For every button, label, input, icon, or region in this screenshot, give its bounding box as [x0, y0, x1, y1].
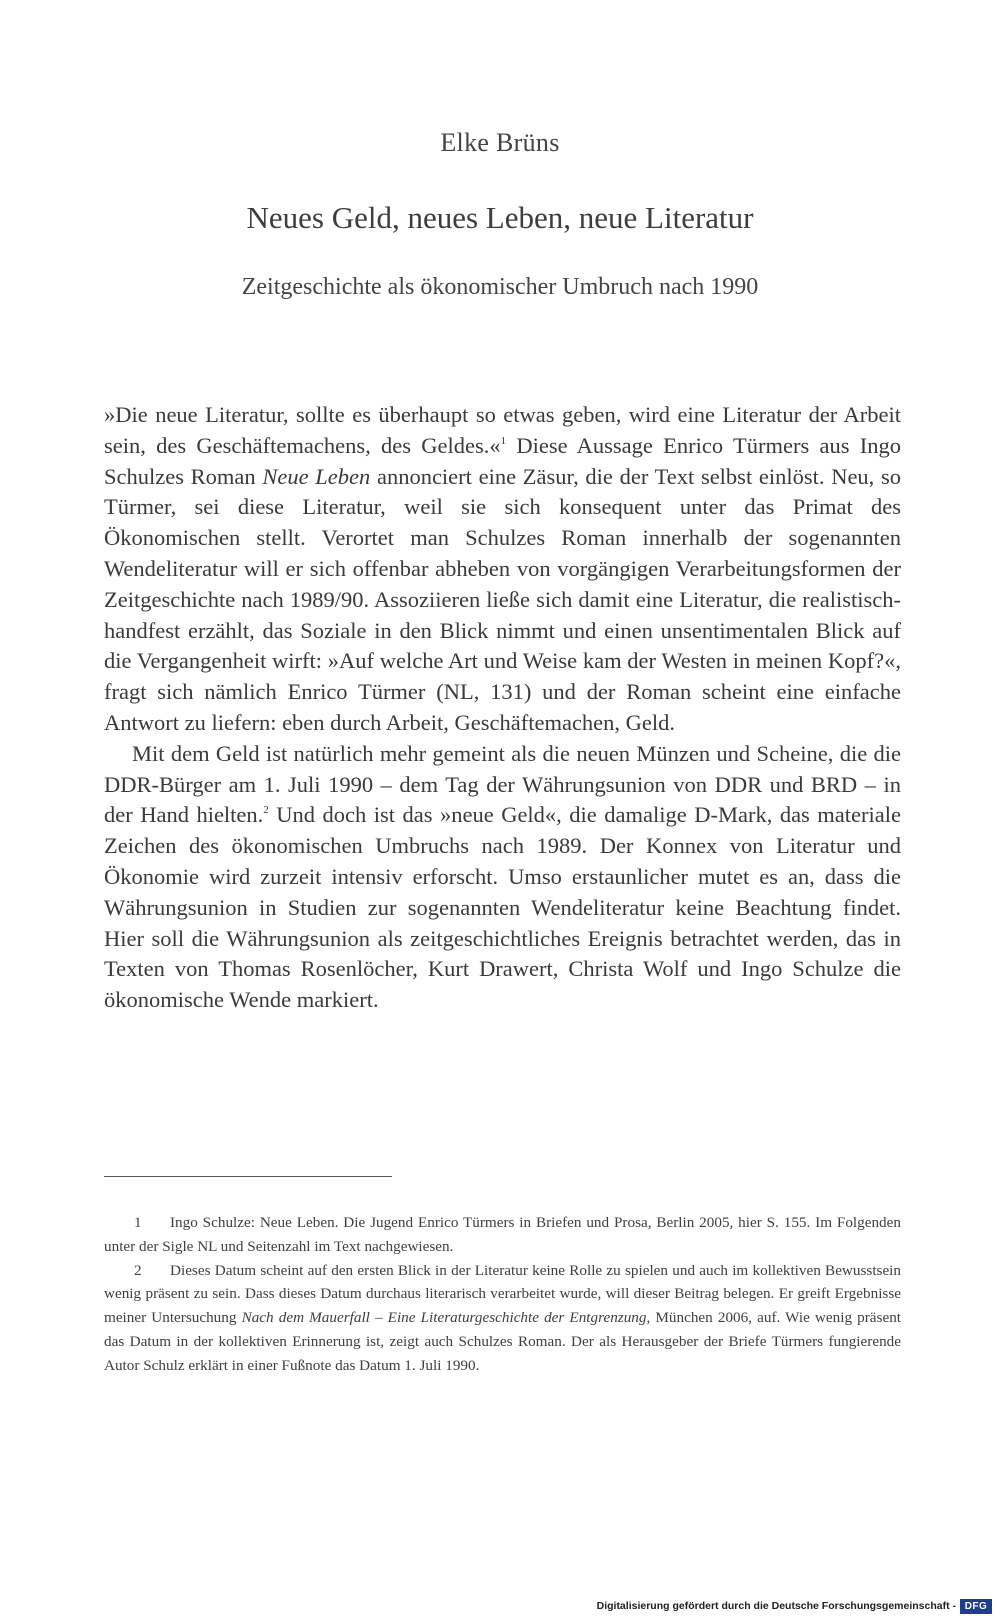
- footnote-1-text: Ingo Schulze: Neue Leben. Die Jugend Enrico Türmers in Briefen und Prosa, Berlin 2005, hier S. 155. Im Folgenden unter der Sigle NL und Seitenzahl im Text nachgewiesen.: [104, 1214, 901, 1255]
- footnote-2-number: 2: [134, 1261, 142, 1279]
- body-text: [104, 400, 901, 1016]
- digitization-credit: Digitalisierung gefördert durch die Deutsche Forschungsgemeinschaft -: [596, 1600, 956, 1612]
- dfg-logo-icon: DFG: [960, 1599, 992, 1614]
- paragraph-2: [104, 739, 901, 1016]
- footnotes: [104, 1211, 901, 1378]
- footnote-1: [104, 1211, 901, 1259]
- footnote-separator: [104, 1176, 392, 1177]
- article-subtitle: Zeitgeschichte als ökonomischer Umbruch nach 1990: [241, 274, 759, 300]
- footnote-2-text-a: Dieses Datum scheint auf den ersten Blick in der Literatur keine Rolle zu spielen und auch im kollektiven Bewusstsein wenig präsent zu sein. Dass dieses Datum durchaus literarisch verarbeitet wurde, will dieser Beitrag belegen. Er greift Ergebnisse meiner Untersuchung: [104, 1261, 901, 1327]
- paragraph-1-text-c: annonciert eine Zäsur, die der Text selbst einlöst. Neu, so Türmer, sei diese Literatur, weil sie sich konsequent unter das Primat des Ökonomischen stellt. Verortet man Schulzes Roman innerhalb der sogenannten Wendeliteratur will er sich offenbar abheben von vorgängigen Verarbeitungsformen der Zeitgeschichte nach 1989/90. Assoziieren ließe sich damit eine Literatur, die realistisch-handfest erzählt, das Soziale in den Blick nimmt und einen unsentimentalen Blick auf die Vergangenheit wirft: »Auf welche Art und Weise kam der Westen in meinen Kopf?«, fragt sich nämlich Enrico Türmer (NL, 131) und der Roman scheint eine einfache Antwort zu liefern: eben durch Arbeit, Geschäftemachen, Geld.: [104, 463, 901, 735]
- footnote-ref-1: 1: [500, 434, 507, 447]
- article-title: Neues Geld, neues Leben, neue Literatur: [246, 200, 754, 235]
- paragraph-2-text-a: Mit dem Geld ist natürlich mehr gemeint als die neuen Münzen und Scheine, die die DDR-Bürger am 1. Juli 1990 – dem Tag der Währungsunion von DDR und BRD – in der Hand hielten.: [104, 740, 901, 828]
- footnote-ref-2: 2: [263, 804, 269, 817]
- footnote-2: [104, 1259, 901, 1378]
- paragraph-1: [104, 400, 901, 739]
- footnote-2-text-b: , München 2006, auf. Wie wenig präsent das Datum in der kollektiven Erinnerung ist, zeigt auch Schulzes Roman. Der als Herausgeber der Briefe Türmers fungierende Autor Schulz erklärt in einer Fußnote das Datum 1. Juli 1990.: [104, 1309, 902, 1374]
- paragraph-1-text-a: »Die neue Literatur, sollte es überhaupt so etwas geben, wird eine Literatur der Arbeit sein, des Geschäftemachens, des Geldes.«: [104, 402, 901, 458]
- footnote-2-italic-title: Nach dem Mauerfall – Eine Literaturgeschichte der Entgrenzung: [241, 1309, 647, 1327]
- paragraph-1-text-b: Diese Aussage Enrico Türmers aus Ingo Schulzes Roman: [104, 432, 902, 489]
- paragraph-2-text-b: Und doch ist das »neue Geld«, die damalige D-Mark, das materiale Zeichen des ökonomischen Umbruchs nach 1989. Der Konnex von Literatur und Ökonomie wird zurzeit intensiv erforscht. Umso erstaunlicher mutet es an, dass die Währungsunion in Studien zur sogenannten Wendeliteratur keine Beachtung findet. Hier soll die Währungsunion als zeitgeschichtliches Ereignis betrachtet werden, das in Texten von Thomas Rosenlöcher, Kurt Drawert, Christa Wolf und Ingo Schulze die ökonomische Wende markiert.: [104, 802, 901, 1013]
- book-title-italic: Neue Leben: [262, 463, 371, 489]
- footnote-1-number: 1: [134, 1214, 142, 1231]
- author-name: Elke Brüns: [440, 128, 560, 157]
